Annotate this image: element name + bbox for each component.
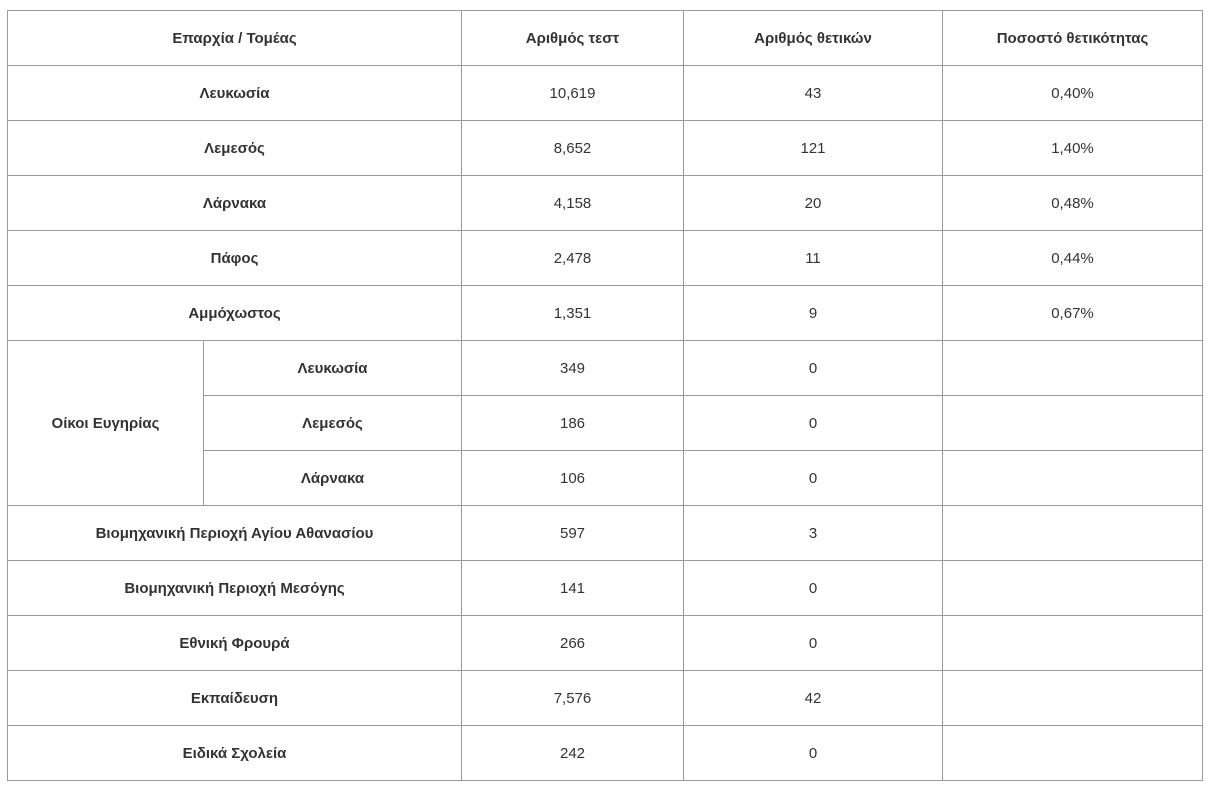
- row-tests: 8,652: [462, 121, 684, 176]
- row-tests: 597: [462, 506, 684, 561]
- row-rate: 0,40%: [943, 66, 1203, 121]
- row-positives: 11: [684, 231, 943, 286]
- row-rate: 1,40%: [943, 121, 1203, 176]
- row-positives: 20: [684, 176, 943, 231]
- row-name: Εθνική Φρουρά: [8, 616, 462, 671]
- row-positives: 42: [684, 671, 943, 726]
- row-positives: 0: [684, 341, 943, 396]
- row-name: Λευκωσία: [8, 66, 462, 121]
- row-positives: 121: [684, 121, 943, 176]
- header-rate: Ποσοστό θετικότητας: [943, 11, 1203, 66]
- row-rate: [943, 506, 1203, 561]
- row-tests: 349: [462, 341, 684, 396]
- header-region: Επαρχία / Τομέας: [8, 11, 462, 66]
- table-row: [8, 286, 1203, 341]
- row-name: Εκπαίδευση: [8, 671, 462, 726]
- row-positives: 0: [684, 726, 943, 781]
- row-tests: 266: [462, 616, 684, 671]
- row-rate: [943, 341, 1203, 396]
- row-name: Βιομηχανική Περιοχή Αγίου Αθανασίου: [8, 506, 462, 561]
- row-tests: 106: [462, 451, 684, 506]
- row-positives: 0: [684, 616, 943, 671]
- row-name: Λευκωσία: [204, 341, 462, 396]
- table-row: [8, 66, 1203, 121]
- row-tests: 2,478: [462, 231, 684, 286]
- row-positives: 9: [684, 286, 943, 341]
- table-row: [8, 671, 1203, 726]
- table-row: [8, 506, 1203, 561]
- row-rate: [943, 561, 1203, 616]
- care-homes-group-label: Οίκοι Ευγηρίας: [8, 341, 204, 506]
- row-positives: 3: [684, 506, 943, 561]
- row-name: Λεμεσός: [204, 396, 462, 451]
- row-tests: 242: [462, 726, 684, 781]
- row-rate: [943, 451, 1203, 506]
- row-tests: 141: [462, 561, 684, 616]
- table-row: [8, 726, 1203, 781]
- row-rate: 0,48%: [943, 176, 1203, 231]
- table-row: [8, 616, 1203, 671]
- header-positives: Αριθμός θετικών: [684, 11, 943, 66]
- row-rate: [943, 616, 1203, 671]
- row-tests: 10,619: [462, 66, 684, 121]
- table-row: [8, 121, 1203, 176]
- row-name: Πάφος: [8, 231, 462, 286]
- row-rate: [943, 726, 1203, 781]
- test-results-table: [7, 10, 1203, 781]
- row-rate: [943, 396, 1203, 451]
- row-name: Λεμεσός: [8, 121, 462, 176]
- row-rate: 0,44%: [943, 231, 1203, 286]
- row-name: Αμμόχωστος: [8, 286, 462, 341]
- row-positives: 43: [684, 66, 943, 121]
- row-rate: [943, 671, 1203, 726]
- table-row: [8, 176, 1203, 231]
- row-tests: 4,158: [462, 176, 684, 231]
- row-rate: 0,67%: [943, 286, 1203, 341]
- row-name: Ειδικά Σχολεία: [8, 726, 462, 781]
- row-name: Λάρνακα: [204, 451, 462, 506]
- row-name: Βιομηχανική Περιοχή Μεσόγης: [8, 561, 462, 616]
- table-row: [8, 561, 1203, 616]
- table-header-row: [8, 11, 1203, 66]
- row-positives: 0: [684, 561, 943, 616]
- row-positives: 0: [684, 396, 943, 451]
- table-row: [8, 341, 1203, 396]
- row-name: Λάρνακα: [8, 176, 462, 231]
- row-tests: 1,351: [462, 286, 684, 341]
- row-tests: 186: [462, 396, 684, 451]
- row-positives: 0: [684, 451, 943, 506]
- row-tests: 7,576: [462, 671, 684, 726]
- header-tests: Αριθμός τεστ: [462, 11, 684, 66]
- table-row: [8, 231, 1203, 286]
